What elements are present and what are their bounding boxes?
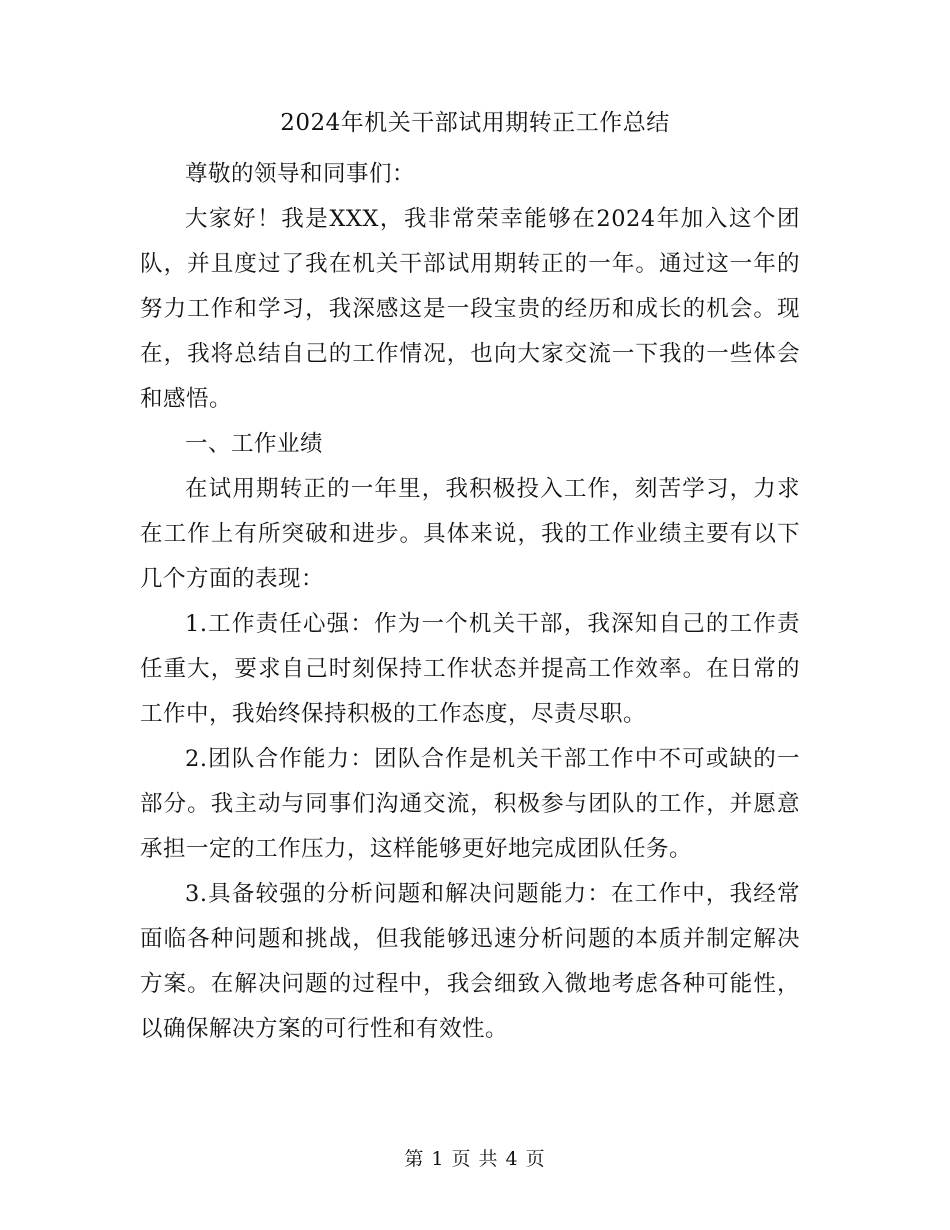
salutation: 尊敬的领导和同事们： [185,161,416,187]
page-number-footer: 第 1 页 共 4 页 [404,1148,546,1170]
achievements-intro-paragraph: 在试用期转正的一年里，我积极投入工作，刻苦学习，力求在工作上有所突破和进步。具体来说，我的工作业绩主要有以下几个方面的表现： [140,476,800,592]
intro-paragraph: 大家好！我是XXX，我非常荣幸能够在2024年加入这个团队，并且度过了我在机关干部试用期转正的一年。通过这一年的努力工作和学习，我深感这是一段宝贵的经历和成长的机会。现在，我将总结自己的工作情况，也向大家交流一下我的一些体会和感悟。 [140,206,800,412]
list-item-problem-solving: 3.具备较强的分析问题和解决问题能力：在工作中，我经常面临各种问题和挑战，但我能够迅速分析问题的本质并制定解决方案。在解决问题的过程中，我会细致入微地考虑各种可能性，以确保解决方案的可行性和有效性。 [140,881,800,1042]
section-heading-work-achievements: 一、工作业绩 [185,431,324,457]
document-body [140,152,800,1052]
list-item-teamwork: 2.团队合作能力：团队合作是机关干部工作中不可或缺的一部分。我主动与同事们沟通交流，积极参与团队的工作，并愿意承担一定的工作压力，这样能够更好地完成团队任务。 [140,746,800,862]
document-title: 2024年机关干部试用期转正工作总结 [280,110,670,136]
list-item-responsibility: 1.工作责任心强：作为一个机关干部，我深知自己的工作责任重大，要求自己时刻保持工作状态并提高工作效率。在日常的工作中，我始终保持积极的工作态度，尽责尽职。 [140,611,800,727]
